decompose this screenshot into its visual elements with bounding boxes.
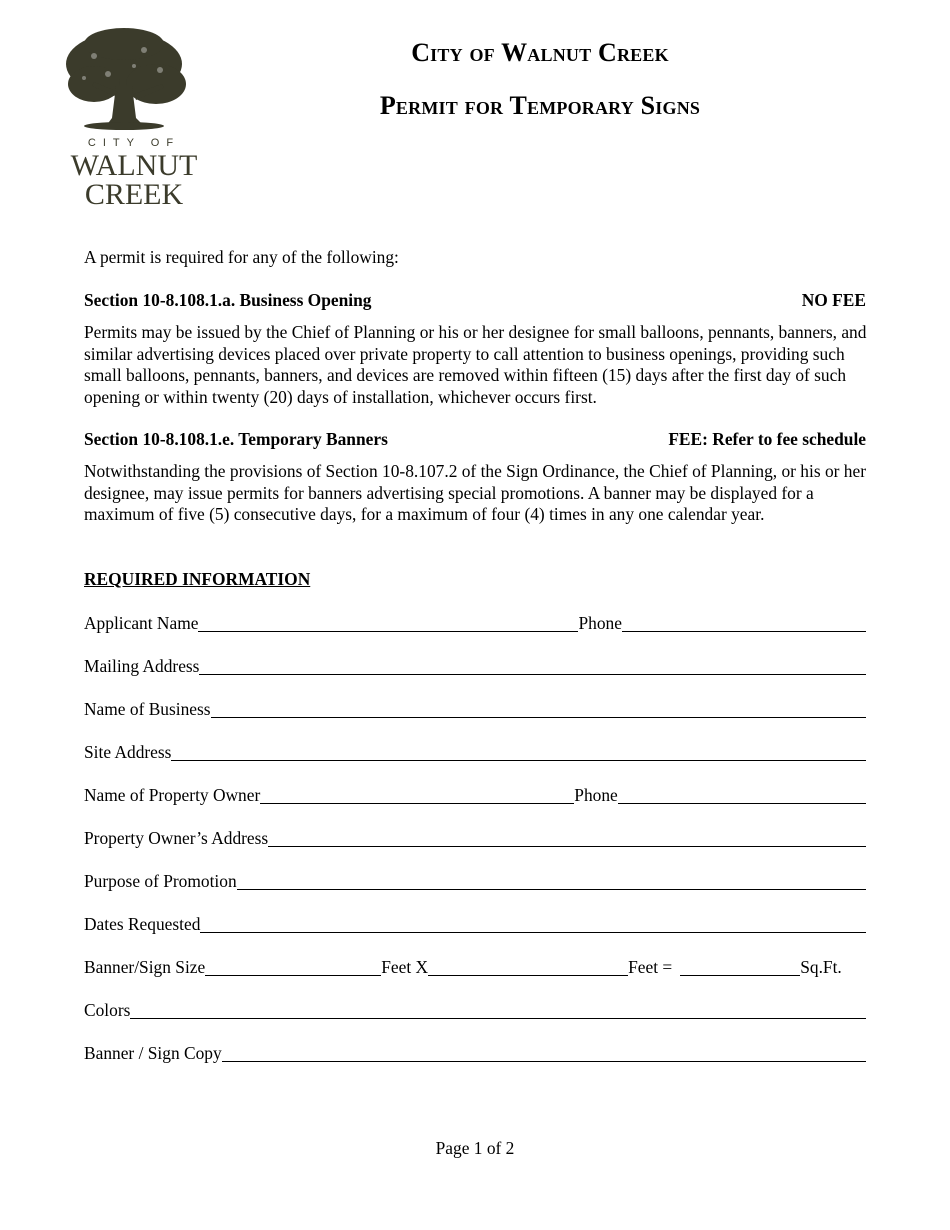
logo-text-line1: CITY OF (87, 137, 181, 149)
site-address-field[interactable] (171, 743, 866, 761)
section-fee-temporary-banners: FEE: Refer to fee schedule (668, 429, 866, 449)
mailing-address-label: Mailing Address (84, 656, 200, 676)
property-owner-address-label: Property Owner’s Address (84, 828, 269, 848)
dates-label: Dates Requested (84, 914, 201, 934)
sign-width-field[interactable] (205, 958, 381, 976)
property-owner-address-field[interactable] (268, 829, 866, 847)
purpose-field[interactable] (237, 872, 866, 890)
sign-area-field[interactable] (680, 958, 800, 976)
dates-field[interactable] (200, 915, 866, 933)
sign-copy-row (84, 1040, 866, 1064)
mailing-address-field[interactable] (199, 657, 866, 675)
sign-size-label: Banner/Sign Size (84, 957, 206, 977)
business-name-field[interactable] (211, 700, 866, 718)
business-name-row (84, 696, 866, 720)
property-owner-name-label: Name of Property Owner (84, 785, 261, 805)
colors-field[interactable] (130, 1001, 866, 1019)
property-owner-row (84, 782, 866, 806)
purpose-row (84, 868, 866, 892)
purpose-label: Purpose of Promotion (84, 871, 237, 891)
site-address-label: Site Address (84, 742, 172, 762)
colors-row (84, 997, 866, 1021)
mailing-address-row (84, 653, 866, 677)
colors-label: Colors (84, 1000, 131, 1020)
sqft-label: Sq.Ft. (800, 957, 842, 977)
applicant-name-label: Applicant Name (84, 613, 199, 633)
sign-copy-label: Banner / Sign Copy (84, 1043, 222, 1063)
page-number: Page 1 of 2 (435, 1138, 515, 1158)
section-fee-business-opening: NO FEE (801, 290, 866, 310)
feet-x-label: Feet X (381, 957, 429, 977)
applicant-row (84, 610, 866, 634)
section-body-business-opening: Permits may be issued by the Chief of Planning or his or her designee for small balloons, pennants, banners, and similar advertising devices placed over private property to call attention to business openings, providing such small balloons, pennants, banners, and devices are removed within fifteen (15) days after the first day of such opening or within twenty (20) days of installation, whichever occurs first. (84, 322, 867, 407)
intro-text: A permit is required for any of the following: (84, 247, 399, 267)
document-title: City of Walnut Creek (411, 38, 669, 67)
logo-text-line3: CREEK (84, 178, 184, 208)
dates-row (84, 911, 866, 935)
section-body-temporary-banners: Notwithstanding the provisions of Section 10-8.107.2 of the Sign Ordinance, the Chief of Planning, or his or her designee, may issue permits for banners advertising special promotions. A banner may be displayed for a maximum of five (5) consecutive days, for a maximum of four (4) times in any one calendar year. (84, 461, 866, 524)
sign-height-field[interactable] (428, 958, 628, 976)
property-owner-address-row (84, 825, 866, 849)
section-heading-temporary-banners: Section 10-8.108.1.e. Temporary Banners (84, 429, 388, 449)
section-heading-business-opening: Section 10-8.108.1.a. Business Opening (84, 290, 372, 310)
sign-copy-field[interactable] (222, 1044, 866, 1062)
applicant-name-field[interactable] (198, 614, 578, 632)
business-name-label: Name of Business (84, 699, 211, 719)
logo-text-line2: WALNUT (70, 149, 198, 182)
property-owner-name-field[interactable] (260, 786, 574, 804)
feet-equals-label: Feet = (628, 957, 673, 977)
required-information-heading: REQUIRED INFORMATION (84, 569, 311, 589)
site-address-row (84, 739, 866, 763)
property-owner-phone-label: Phone (574, 785, 618, 805)
applicant-phone-label: Phone (578, 613, 622, 633)
property-owner-phone-field[interactable] (618, 786, 866, 804)
document-subtitle: Permit for Temporary Signs (379, 91, 701, 120)
sign-size-row (84, 954, 866, 978)
applicant-phone-field[interactable] (622, 614, 866, 632)
city-logo (64, 26, 204, 208)
